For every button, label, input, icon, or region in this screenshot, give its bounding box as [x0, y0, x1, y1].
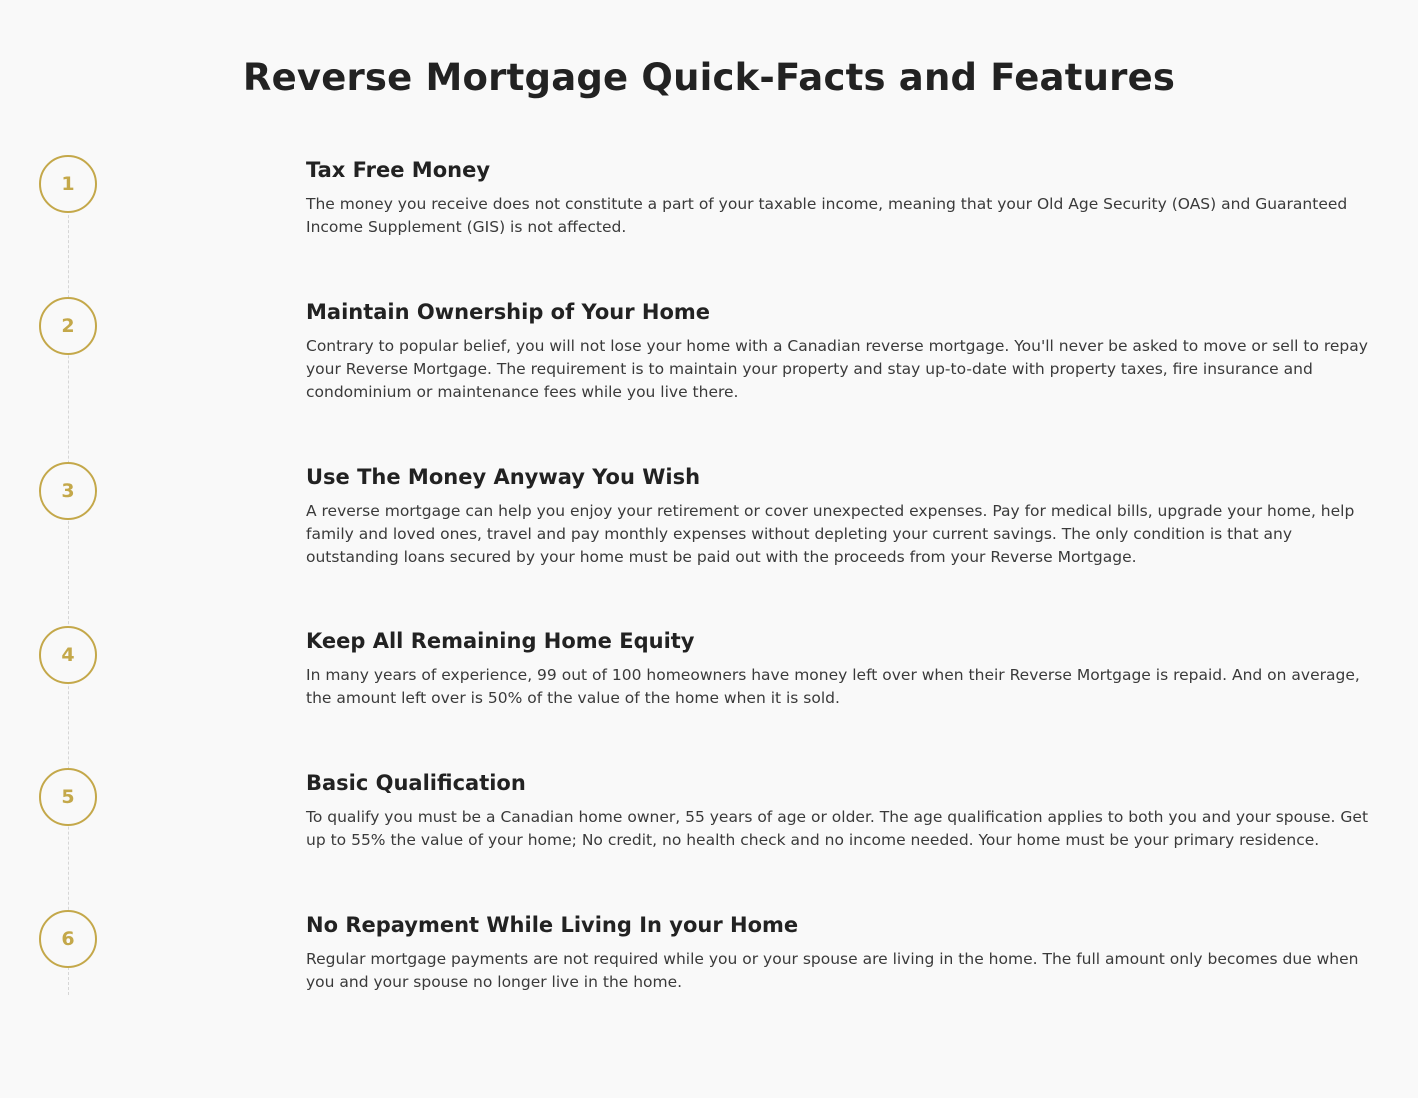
feature-description: Contrary to popular belief, you will not lose your home with a Canadian reverse mortgage. You'll never be asked to move or sell to repay your Reverse Mortgage. The requirement is to maintain your property and stay up-to-date with property taxes, fire insurance and condominium or maintenance fees while you live there. — [306, 337, 1368, 401]
feature-content — [306, 299, 1381, 404]
feature-content — [306, 770, 1381, 852]
feature-description: In many years of experience, 99 out of 100 homeowners have money left over when their Reverse Mortgage is repaid. And on average, the amount left over is 50% of the value of the home when it is sold. — [306, 666, 1360, 707]
feature-title: Basic Qualification — [306, 771, 526, 795]
step-number-badge: 1 — [39, 155, 97, 213]
step-number-badge: 4 — [39, 626, 97, 684]
step-number-badge: 2 — [39, 297, 97, 355]
feature-description: The money you receive does not constitute a part of your taxable income, meaning that your Old Age Security (OAS) and Guaranteed Income Supplement (GIS) is not affected. — [306, 195, 1348, 236]
page-title: Reverse Mortgage Quick-Facts and Features — [242, 56, 1176, 99]
feature-content — [306, 464, 1381, 569]
feature-description: A reverse mortgage can help you enjoy your retirement or cover unexpected expenses. Pay for medical bills, upgrade your home, help family and loved ones, travel and pay monthly expenses without depleting your current savings. The only condition is that any outstanding loans secured by your home must be paid out with the proceeds from your Reverse Mortgage. — [306, 502, 1355, 566]
step-number-badge: 5 — [39, 768, 97, 826]
feature-description: To qualify you must be a Canadian home owner, 55 years of age or older. The age qualification applies to both you and your spouse. Get up to 55% the value of your home; No credit, no health check and no income needed. Your home must be your primary residence. — [306, 808, 1369, 849]
feature-title: Maintain Ownership of Your Home — [306, 300, 711, 324]
feature-title: Keep All Remaining Home Equity — [306, 629, 695, 653]
feature-title: Tax Free Money — [306, 158, 491, 182]
feature-title: Use The Money Anyway You Wish — [306, 465, 701, 489]
feature-content — [306, 628, 1381, 710]
feature-title: No Repayment While Living In your Home — [306, 913, 799, 937]
step-number-badge: 6 — [39, 910, 97, 968]
feature-description: Regular mortgage payments are not required while you or your spouse are living in the home. The full amount only becomes due when you and your spouse no longer live in the home. — [306, 950, 1359, 991]
feature-content — [306, 157, 1381, 239]
feature-content — [306, 912, 1381, 994]
step-number-badge: 3 — [39, 462, 97, 520]
